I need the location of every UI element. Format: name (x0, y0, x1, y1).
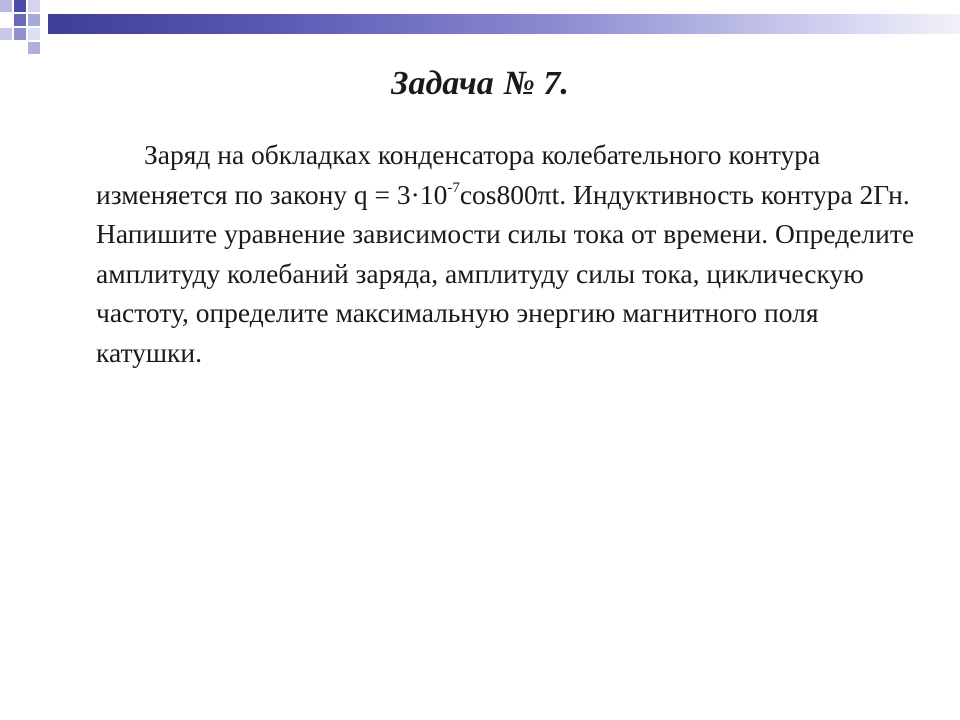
decor-square-icon (28, 14, 40, 26)
decor-square-icon (28, 42, 40, 54)
decor-square-icon (14, 14, 26, 26)
title-number: № 7. (503, 65, 569, 102)
problem-text-part2: cos800πt. Индуктивность контура 2Гн. Напишите уравнение зависимости силы тока от времени. Определите амплитуду колебаний заряда, амплитуду силы тока, циклическую частоту, определите максимальную энергию магнитного поля катушки. (96, 178, 915, 368)
exponent: -7 (447, 179, 460, 196)
decor-square-icon (0, 0, 12, 12)
decor-square-icon (28, 28, 40, 40)
title-prefix: Задача (391, 65, 494, 102)
decor-square-icon (0, 28, 12, 40)
decor-square-icon (28, 0, 40, 12)
slide-title (0, 58, 960, 110)
decor-square-icon (14, 0, 26, 12)
decor-square-icon (14, 28, 26, 40)
header-decoration (0, 0, 960, 60)
header-gradient-bar (48, 14, 960, 34)
problem-text (96, 135, 926, 372)
problem-text-part1: Заряд на обкладках конденсатора колебательного контура изменяется по закону q = 3·10 (96, 139, 821, 210)
